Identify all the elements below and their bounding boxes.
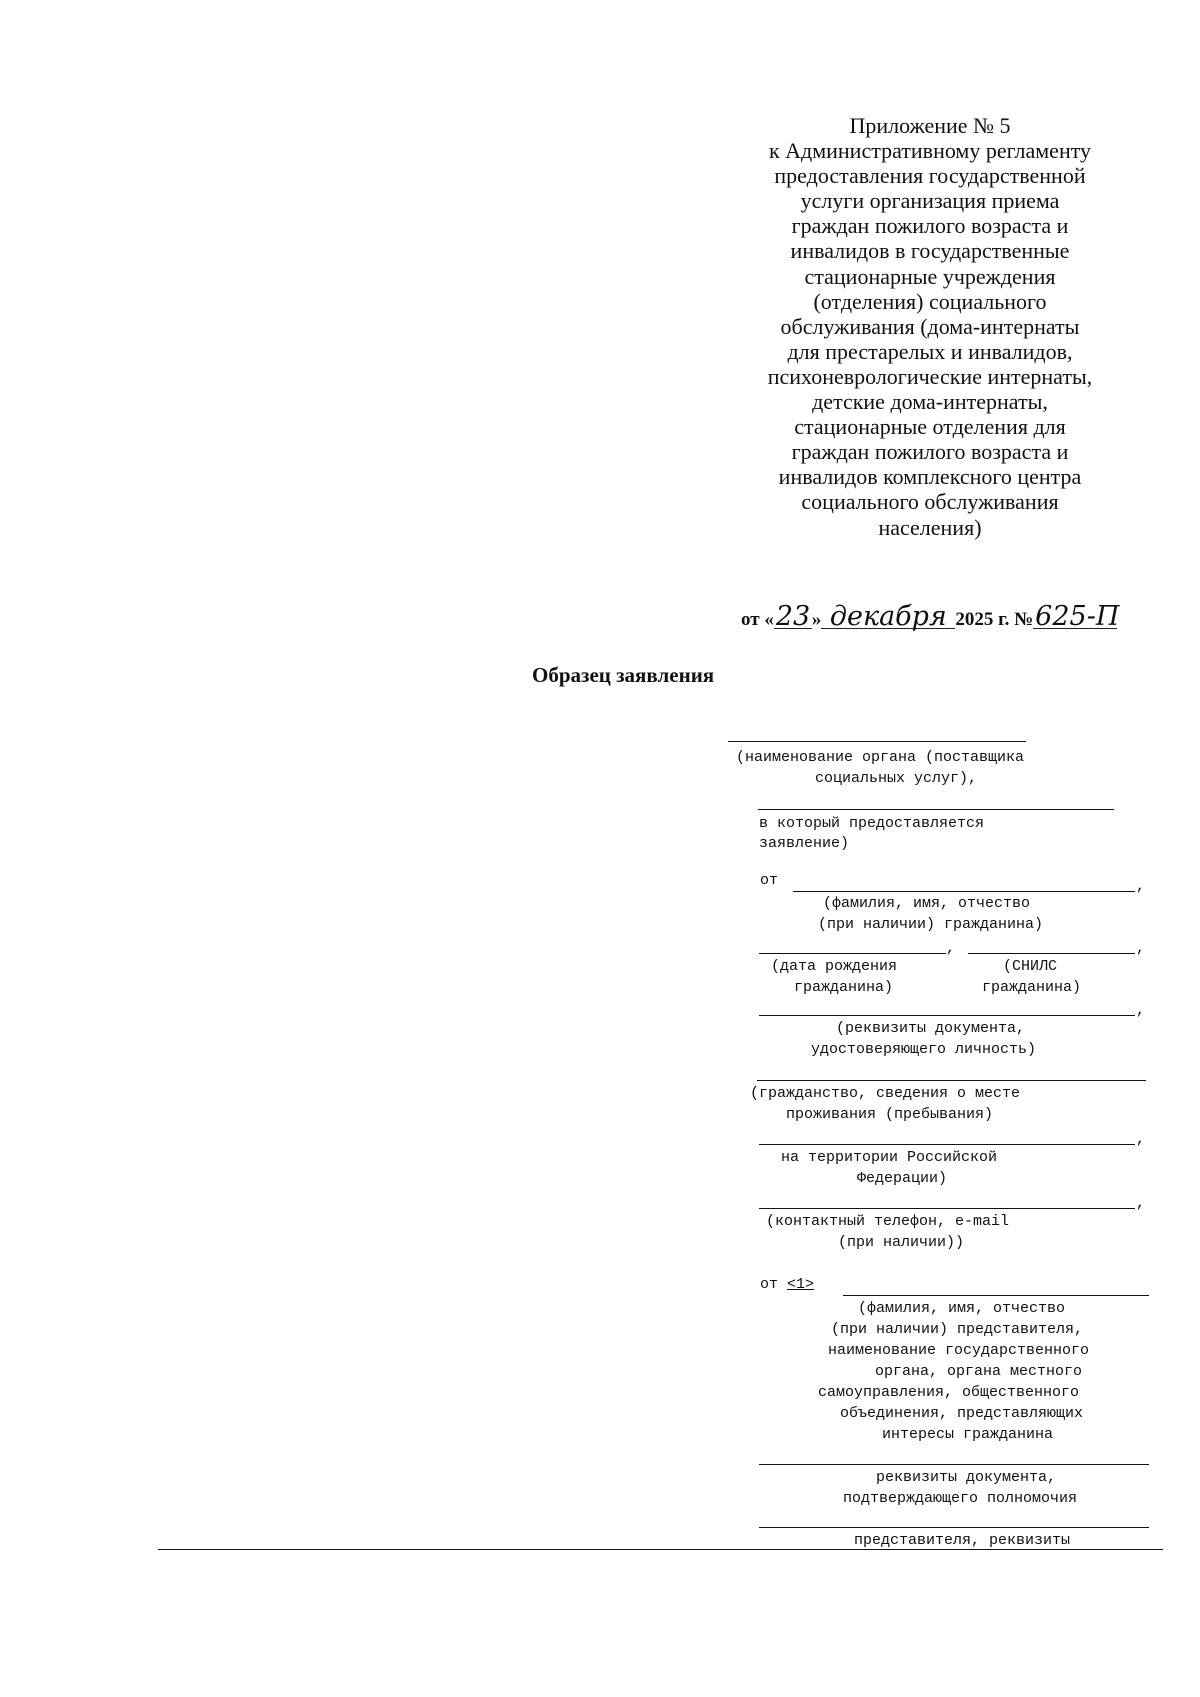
authority-caption: представителя, реквизиты <box>854 1532 1071 1549</box>
header-line: населения) <box>878 514 982 540</box>
header-line: (отделения) социального <box>813 288 1047 314</box>
comma: , <box>946 940 956 957</box>
date-prefix: от « <box>741 609 774 630</box>
birth-caption: (дата рождения <box>771 958 898 975</box>
territory-field-line[interactable] <box>759 1144 1135 1145</box>
representative-caption: (при наличии) представителя, <box>831 1321 1084 1338</box>
citizenship-caption: (гражданство, сведения о месте <box>750 1085 1021 1102</box>
snils-field-line[interactable] <box>968 953 1135 954</box>
header-line: предоставления государственной <box>774 163 1086 189</box>
territory-caption: Федерации) <box>857 1170 948 1187</box>
organ-field-line[interactable] <box>728 741 1026 742</box>
from2-label: от <box>760 1276 779 1293</box>
comma: , <box>1136 878 1146 895</box>
id-document-caption: удостоверяющего личность) <box>811 1041 1037 1058</box>
decree-date-line <box>741 601 1120 632</box>
contact-field-line[interactable] <box>759 1208 1135 1209</box>
header-line: граждан пожилого возраста и <box>791 213 1069 239</box>
header-line: инвалидов комплексного центра <box>778 464 1082 490</box>
comma: , <box>1136 940 1146 957</box>
date-year: 2025 г. № <box>955 609 1034 630</box>
organ-caption: (наименование органа (поставщика <box>736 749 1025 766</box>
footnote-1-link[interactable]: <1> <box>787 1276 815 1293</box>
comma: , <box>1136 1002 1146 1019</box>
comma: , <box>1136 1195 1146 1212</box>
citizenship-field-line[interactable] <box>757 1080 1146 1081</box>
representative-caption: (фамилия, имя, отчество <box>858 1300 1066 1317</box>
representative-caption: органа, органа местного <box>875 1363 1083 1380</box>
representative-caption: наименование государственного <box>828 1342 1090 1359</box>
header-line: детские дома-интернаты, <box>812 389 1048 415</box>
from-representative-label <box>760 1274 814 1295</box>
header-line: услуги организация приема <box>800 188 1060 214</box>
authority-caption: реквизиты документа, <box>876 1469 1057 1486</box>
handwritten-day: 23 <box>775 601 811 632</box>
representative-caption: самоуправления, общественного <box>818 1384 1080 1401</box>
organ-caption: социальных услуг), <box>815 770 978 787</box>
handwritten-number: 625-П <box>1035 601 1120 632</box>
document-title: Образец заявления <box>532 663 715 687</box>
header-line: психоневрологические интернаты, <box>767 363 1093 389</box>
date-sep: » <box>811 609 822 630</box>
fio-caption: (фамилия, имя, отчество <box>823 895 1031 912</box>
header-line: социального обслуживания <box>801 489 1059 515</box>
contact-caption: (при наличии)) <box>838 1234 965 1251</box>
snils-caption: (СНИЛС <box>1003 958 1058 975</box>
citizenship-caption: проживания (пребывания) <box>786 1106 994 1123</box>
handwritten-month: декабря <box>821 606 955 629</box>
submitted-caption: в который предоставляется <box>759 815 985 832</box>
authority-field-line-2[interactable] <box>759 1527 1149 1528</box>
appendix-header <box>730 113 1130 540</box>
id-document-field-line[interactable] <box>759 1015 1135 1016</box>
header-line: граждан пожилого возраста и <box>791 439 1069 465</box>
birth-date-field-line[interactable] <box>759 953 946 954</box>
fio-caption: (при наличии) гражданина) <box>818 916 1044 933</box>
submitted-field-line[interactable] <box>758 809 1114 810</box>
authority-caption: подтверждающего полномочия <box>843 1490 1078 1507</box>
snils-caption: гражданина) <box>982 979 1082 996</box>
representative-caption: объединения, представляющих <box>840 1405 1084 1422</box>
from-label: от <box>760 872 779 889</box>
header-line: Приложение № 5 <box>849 113 1011 138</box>
representative-caption: интересы гражданина <box>882 1426 1054 1443</box>
representative-field-line[interactable] <box>843 1295 1149 1296</box>
fio-field-line[interactable] <box>793 891 1135 892</box>
header-line: стационарные учреждения <box>804 263 1056 289</box>
header-line: стационарные отделения для <box>794 414 1066 440</box>
birth-caption: гражданина) <box>794 979 894 996</box>
header-line: инвалидов в государственные <box>790 238 1070 264</box>
contact-caption: (контактный телефон, e-mail <box>766 1213 1010 1230</box>
header-line: к Административному регламенту <box>768 138 1092 164</box>
id-document-caption: (реквизиты документа, <box>836 1020 1026 1037</box>
header-line: для престарелых и инвалидов, <box>787 338 1073 364</box>
comma: , <box>1136 1131 1146 1148</box>
territory-caption: на территории Российской <box>781 1149 998 1166</box>
authority-field-line[interactable] <box>759 1464 1149 1465</box>
submitted-caption: заявление) <box>759 835 850 852</box>
header-line: обслуживания (дома-интернаты <box>780 313 1080 339</box>
page-separator-line <box>158 1549 1163 1550</box>
